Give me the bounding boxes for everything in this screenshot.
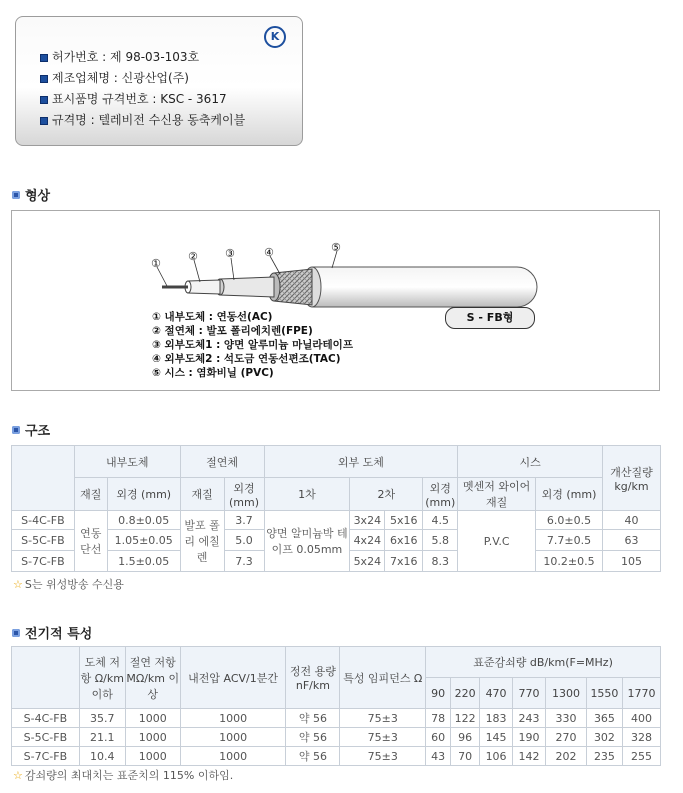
cell-od: 5.8 [423, 530, 458, 551]
cell-attenuation: 235 [586, 747, 622, 766]
cell-attenuation: 270 [546, 728, 587, 747]
cell-attenuation: 243 [513, 709, 546, 728]
cell-weight: 40 [602, 511, 660, 530]
cell-od: 0.8±0.05 [107, 511, 180, 530]
callout-1: ① [151, 257, 161, 270]
cell-outer-second-b: 7x16 [385, 551, 423, 572]
section-title-electrical: 전기적 특성 [12, 623, 92, 642]
star-icon: ☆ [13, 577, 23, 591]
cell-attenuation: 43 [426, 747, 451, 766]
cell-capacitance: 약 56 [286, 747, 340, 766]
header-od: 외경 (mm) [224, 478, 264, 511]
section-bullet-icon [12, 191, 20, 199]
cell-attenuation: 365 [586, 709, 622, 728]
ks-certification-mark-icon: K [264, 26, 286, 48]
approval-info-lines [40, 47, 245, 131]
section-title-shape: 형상 [12, 185, 50, 204]
header-first: 1차 [264, 478, 350, 511]
header-freq: 90 [426, 678, 451, 709]
approval-info-box [15, 16, 303, 146]
cell-outer-first: 양면 알미늄박 테이프 0.05mm [264, 511, 350, 572]
callout-4: ④ [264, 246, 274, 259]
cell-voltage: 1000 [180, 747, 286, 766]
table-row [12, 709, 661, 728]
legend-item: ① 내부도체 : 연동선(AC) [152, 311, 273, 323]
structure-note: ☆ S는 위성방송 수신용 [13, 577, 124, 591]
header-attenuation: 표준감쇠량 dB/km(F=MHz) [426, 647, 661, 678]
header-second: 2차 [350, 478, 423, 511]
header-outer-conductor: 외부 도체 [264, 446, 458, 478]
electrical-table [11, 646, 661, 766]
header-freq: 1300 [546, 678, 587, 709]
cell-od: 6.0±0.5 [536, 511, 603, 530]
header-od: 외경 (mm) [423, 478, 458, 511]
cell-capacitance: 약 56 [286, 728, 340, 747]
header-od: 외경 (mm) [536, 478, 603, 511]
cell-insulation-resistance: 1000 [125, 709, 180, 728]
cell-voltage: 1000 [180, 728, 286, 747]
cell-attenuation: 96 [451, 728, 480, 747]
cell-capacitance: 약 56 [286, 709, 340, 728]
header-insulation-resistance: 절연 저항 MΩ/km 이상 [125, 647, 180, 709]
cell-od: 1.5±0.05 [107, 551, 180, 572]
header-inner-conductor: 내부도체 [74, 446, 180, 478]
cell-resistance: 10.4 [79, 747, 125, 766]
square-bullet-icon [40, 117, 48, 125]
cell-od: 10.2±0.5 [536, 551, 603, 572]
header-empty [12, 446, 75, 511]
cell-outer-second-a: 3x24 [350, 511, 385, 530]
cell-od: 3.7 [224, 511, 264, 530]
insulation-layer [188, 280, 220, 294]
section-bullet-icon [12, 629, 20, 637]
cell-od: 7.7±0.5 [536, 530, 603, 551]
header-freq: 1770 [622, 678, 660, 709]
cell-name: S-4C-FB [12, 511, 75, 530]
cable-shape-panel [11, 210, 660, 391]
cell-attenuation: 202 [546, 747, 587, 766]
cable-type-badge: S - FB형 [445, 307, 535, 329]
cell-name: S-7C-FB [12, 747, 80, 766]
table-row [12, 728, 661, 747]
cell-name: S-7C-FB [12, 551, 75, 572]
callout-3: ③ [225, 247, 235, 260]
square-bullet-icon [40, 54, 48, 62]
cell-outer-second-b: 6x16 [385, 530, 423, 551]
info-line: 제조업체명 : 신광산업(주) [40, 68, 245, 89]
header-od: 외경 (mm) [107, 478, 180, 511]
cell-outer-second-b: 5x16 [385, 511, 423, 530]
table-row [12, 511, 661, 530]
cell-od: 7.3 [224, 551, 264, 572]
cell-voltage: 1000 [180, 709, 286, 728]
header-freq: 770 [513, 678, 546, 709]
header-conductor-resistance: 도체 저항 Ω/km 이하 [79, 647, 125, 709]
cell-impedance: 75±3 [340, 728, 426, 747]
info-line: 표시품명 규격번호 : KSC - 3617 [40, 89, 245, 110]
cell-name: S-5C-FB [12, 728, 80, 747]
cell-resistance: 35.7 [79, 709, 125, 728]
cell-inner-material: 연동 단선 [74, 511, 107, 572]
section-title-structure: 구조 [12, 420, 50, 439]
cell-attenuation: 400 [622, 709, 660, 728]
header-weight: 개산질량 kg/km [602, 446, 660, 511]
cell-attenuation: 122 [451, 709, 480, 728]
cell-od: 1.05±0.05 [107, 530, 180, 551]
header-material: 재질 [180, 478, 224, 511]
legend-item: ② 절연체 : 발포 폴리에치렌(FPE) [152, 325, 313, 337]
cell-attenuation: 183 [480, 709, 513, 728]
header-freq: 220 [451, 678, 480, 709]
header-material: 재질 [74, 478, 107, 511]
legend-item: ⑤ 시스 : 염화비닐 (PVC) [152, 367, 274, 379]
callout-2: ② [188, 250, 198, 263]
electrical-note: ☆ 감쇠량의 최대치는 표준치의 115% 이하임. [13, 768, 234, 782]
cell-attenuation: 70 [451, 747, 480, 766]
cell-insulation-resistance: 1000 [125, 747, 180, 766]
cell-attenuation: 106 [480, 747, 513, 766]
cell-attenuation: 78 [426, 709, 451, 728]
cell-attenuation: 145 [480, 728, 513, 747]
cell-insulation-material: 발포 폴리 에칠렌 [180, 511, 224, 572]
square-bullet-icon [40, 96, 48, 104]
cell-od: 5.0 [224, 530, 264, 551]
cell-attenuation: 330 [546, 709, 587, 728]
cell-outer-second-a: 4x24 [350, 530, 385, 551]
header-freq: 470 [480, 678, 513, 709]
header-impedance: 특성 임피던스 Ω [340, 647, 426, 709]
header-empty [12, 647, 80, 709]
sheath-layer [312, 267, 537, 307]
info-line: 허가번호 : 제 98-03-103호 [40, 47, 245, 68]
cell-impedance: 75±3 [340, 709, 426, 728]
cell-resistance: 21.1 [79, 728, 125, 747]
info-line: 규격명 : 텔레비전 수신용 동축케이블 [40, 110, 245, 131]
cable-parts-legend [152, 310, 353, 380]
cell-attenuation: 142 [513, 747, 546, 766]
header-freq: 1550 [586, 678, 622, 709]
callout-5: ⑤ [331, 241, 341, 254]
legend-item: ④ 외부도체2 : 석도금 연동선편조(TAC) [152, 353, 341, 365]
section-bullet-icon [12, 426, 20, 434]
cell-attenuation: 328 [622, 728, 660, 747]
cell-messenger: P.V.C [458, 511, 536, 572]
header-messenger-wire: 멧센저 와이어재질 [458, 478, 536, 511]
cell-weight: 105 [602, 551, 660, 572]
square-bullet-icon [40, 75, 48, 83]
cell-attenuation: 60 [426, 728, 451, 747]
legend-item: ③ 외부도체1 : 양면 알루미늄 마닐라테이프 [152, 339, 353, 351]
cell-insulation-resistance: 1000 [125, 728, 180, 747]
cell-outer-second-a: 5x24 [350, 551, 385, 572]
cell-attenuation: 255 [622, 747, 660, 766]
cell-weight: 63 [602, 530, 660, 551]
header-capacitance: 정전 용량 nF/km [286, 647, 340, 709]
header-insulation: 절연체 [180, 446, 264, 478]
cell-name: S-4C-FB [12, 709, 80, 728]
cell-attenuation: 190 [513, 728, 546, 747]
cell-name: S-5C-FB [12, 530, 75, 551]
cell-od: 8.3 [423, 551, 458, 572]
header-sheath: 시스 [458, 446, 603, 478]
structure-table [11, 445, 661, 572]
cell-od: 4.5 [423, 511, 458, 530]
header-withstand-voltage: 내전압 ACV/1분간 [180, 647, 286, 709]
table-row [12, 747, 661, 766]
foil-layer [220, 277, 274, 297]
cell-impedance: 75±3 [340, 747, 426, 766]
star-icon: ☆ [13, 768, 23, 782]
cell-attenuation: 302 [586, 728, 622, 747]
